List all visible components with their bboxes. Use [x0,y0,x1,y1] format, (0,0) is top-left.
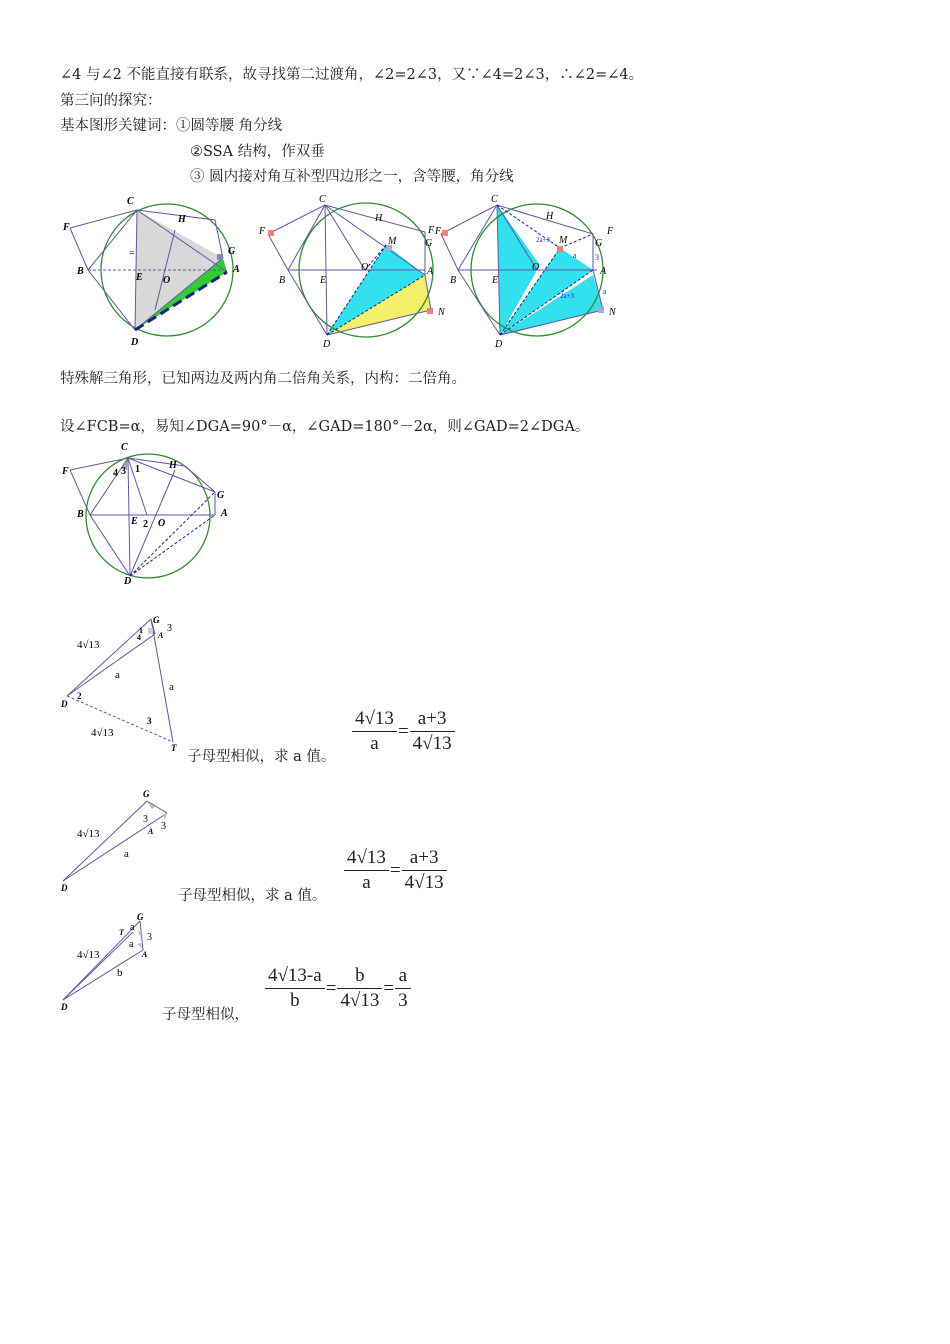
label-a2-3: a [603,287,607,296]
label-A: A [233,264,240,275]
circle-figure-2 [258,194,446,350]
label-2a3-top: 2a+3 [536,236,551,244]
formula-3-eq: = [325,977,337,999]
formula-2-den1: a [362,872,371,893]
formula-1-den1: a [370,733,379,754]
angle-2-5: 2 [77,691,82,701]
side-4root13-bottom: 4√13 [91,727,114,739]
side-4root13-top: 4√13 [77,639,100,651]
label-F2-2: F [428,225,435,236]
side-a-right: a [169,681,174,693]
formula-1-den2: 4√13 [412,733,452,754]
side-a-6: a [124,848,129,860]
angle-3: 3 [121,466,126,477]
triangle-figure-1 [55,612,195,757]
label-G-7: G [137,912,144,922]
label-G-3: G [595,238,603,249]
side-a: a [115,669,120,681]
text-line-5: ③ 圆内接对角互补型四边形之一，含等腰，角分线 [190,169,514,185]
label-O-4: O [158,518,166,529]
label-H-2: H [375,213,383,224]
label-F-3: F [435,226,442,237]
label-O-3: O [532,262,540,273]
formula-3-num3: a [395,964,411,989]
label-B: B [77,266,84,277]
label-A-4: A [221,508,228,519]
label-D-6: D [61,883,68,893]
side-3-7: 3 [147,932,152,943]
label-C: C [127,196,134,207]
label-a-3: a [573,251,577,260]
angle-4-5: 4 [137,633,141,642]
angle-1: 1 [135,464,140,475]
formula-3-den3: 3 [398,990,408,1011]
label-G-5: G [153,615,160,625]
formula-3-num1: 4√13-a [265,964,325,989]
side-b-7: b [117,967,123,979]
label-N-2: N [438,307,445,318]
label-E-4: E [131,516,138,527]
label-A-6: A [148,827,154,836]
label-3-3: 3 [595,253,599,262]
text-line-7: 设∠FCB=α，易知∠DGA=90°－α，∠GAD=180°－2α，则∠GAD=2∠DGA。 [60,419,590,435]
angle-2: 2 [143,519,148,530]
caption-1: 子母型相似，求 a 值。 [187,749,336,765]
label-E-3: E [492,275,499,286]
formula-3-den2: 4√13 [340,990,380,1011]
label-F-2: F [259,226,266,237]
equal-mark: = [129,248,135,259]
label-G-4: G [217,490,225,501]
label-B-3: B [450,275,457,286]
label-T-7: T [119,928,124,937]
label-A-5: A [158,631,164,640]
label-C-4: C [121,442,128,453]
text-line-6: 特殊解三角形，已知两边及两内角二倍角关系，内构：二倍角。 [60,371,466,387]
text-line-4: ②SSA 结构，作双垂 [190,144,325,160]
figure-row-circles [55,190,630,355]
angle-4: 4 [113,468,118,479]
formula-1 [352,707,455,756]
triangle-figure-2 [55,785,180,895]
side-a-mid-7: a [129,939,134,950]
formula-3 [265,964,411,1013]
text-line-3: 基本图形关键词：①圆等腰 角分线 [60,118,283,134]
label-A-3: A [600,266,607,277]
label-F-4: F [62,466,69,477]
formula-2-num2: a+3 [402,846,447,871]
angle-1-5: 1 [139,626,143,635]
label-G-2: G [425,238,433,249]
label-O-2: O [361,262,369,273]
formula-2-den2: 4√13 [404,872,444,893]
formula-2-num1: 4√13 [344,846,389,871]
label-F2-3: F [607,226,614,237]
caption-2: 子母型相似，求 a 值。 [178,888,327,904]
circle-figure-1 [62,196,240,348]
label-D-5: D [61,699,68,709]
formula-1-num1: 4√13 [352,707,397,732]
side-4root13-7: 4√13 [77,949,100,961]
label-D-2: D [323,339,331,350]
label-G: G [228,246,236,257]
label-D-7: D [61,1002,68,1012]
label-B-2: B [279,275,286,286]
triangle-figure-3 [55,910,170,1015]
side-3-6: 3 [161,821,166,832]
side-4root13-6: 4√13 [77,828,100,840]
label-D: D [131,337,139,348]
text-line-1: ∠4 与∠2 不能直接有联系，故寻找第二过渡角，∠2=2∠3，又∵∠4=2∠3，∴∠2=∠4。 [60,67,644,83]
label-D-3: D [495,339,503,350]
circle-figure-3 [434,194,617,350]
label-C-3: C [491,194,498,205]
label-D-4: D [124,576,132,587]
label-H-4: H [169,460,177,471]
side-a-top-7: a [130,922,135,933]
label-2a3-bottom: 2a+3 [560,292,575,300]
circle-figure-4 [55,440,235,590]
label-O: O [163,275,171,286]
label-C-2: C [319,194,326,205]
angle-3-6: 3 [143,814,148,825]
label-A-7: A [142,950,148,959]
label-H: H [178,214,186,225]
label-T-5: T [171,743,177,753]
formula-1-eq: = [397,720,409,742]
formula-2 [344,846,447,895]
angle-3-5: 3 [147,716,152,726]
label-G-6: G [143,789,150,799]
label-E: E [136,272,143,283]
formula-1-num2: a+3 [410,707,455,732]
formula-3-den1: b [290,990,300,1011]
formula-3-num2: b [337,964,382,989]
label-N-3: N [609,307,616,318]
caption-3: 子母型相似， [162,1007,249,1023]
label-M-2: M [388,236,397,247]
formula-3-eq2: = [383,977,395,999]
label-B-4: B [77,509,84,520]
label-M-3: M [559,235,568,246]
label-A-2: A [427,266,434,277]
side-3: 3 [167,623,172,634]
label-E-2: E [320,275,327,286]
formula-2-eq: = [389,859,401,881]
text-line-2: 第三问的探究： [60,93,162,109]
label-F: F [63,222,70,233]
label-H-3: H [546,211,554,222]
